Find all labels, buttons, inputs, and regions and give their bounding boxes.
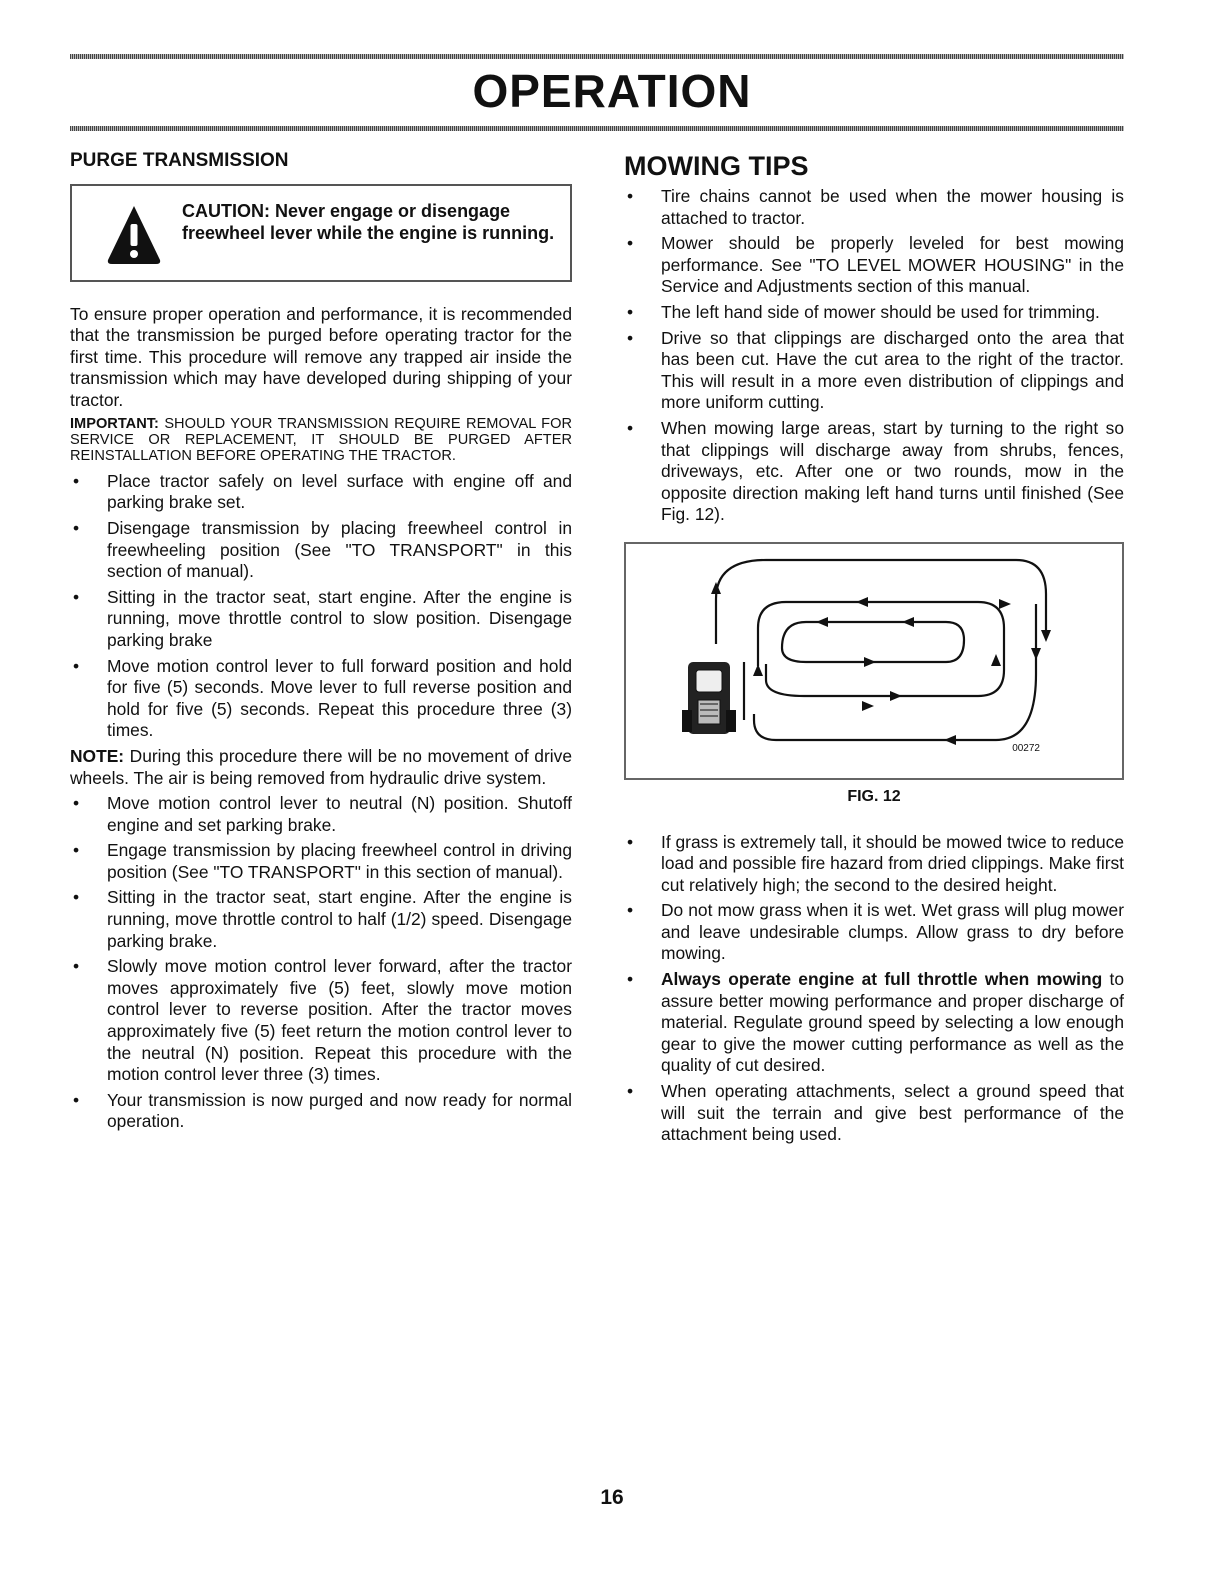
list-item: • Tire chains cannot be used when the mower housing is attached to tractor.	[624, 186, 1124, 229]
figure-code: 00272	[1012, 743, 1040, 755]
note-text: During this procedure there will be no movement of drive wheels. The air is being removed from hydraulic drive system.	[70, 745, 572, 788]
important-notice	[70, 416, 572, 465]
list-item: • Your transmission is now purged and now ready for normal operation.	[70, 1090, 572, 1133]
caution-text: CAUTION: Never engage or disengage freewheel lever while the engine is running.	[182, 200, 555, 243]
list-item: • Engage transmission by placing freewheel control in driving position (See "TO TRANSPORT" in this section of manual).	[70, 840, 572, 883]
right-column	[624, 150, 1124, 1150]
list-item: • The left hand side of mower should be used for trimming.	[624, 302, 1124, 324]
caution-box	[70, 184, 572, 282]
list-item: • Slowly move motion control lever forward, after the tractor moves approximately five (5) feet, slowly move motion control lever to reverse position. After the tractor moves approximately five (5) feet return the motion control lever to the neutral (N) position. Repeat this procedure with the motion control lever three (3) times.	[70, 956, 572, 1086]
list-item: • Drive so that clippings are discharged onto the area that has been cut. Have the cut area to the right of the tractor. This will result in a more even distribution of clippings and more uniform cutting.	[624, 328, 1124, 414]
bold-lead-text: Always operate engine at full throttle when mowing	[661, 969, 1103, 990]
figure-caption: FIG. 12	[847, 787, 901, 805]
list-item: • Move motion control lever to neutral (N) position. Shutoff engine and set parking brake.	[70, 793, 572, 836]
list-item: • Disengage transmission by placing freewheel control in freewheeling position (See "TO TRANSPORT" in this section of manual).	[70, 518, 572, 583]
list-item: • When operating attachments, select a ground speed that will suit the terrain and give best performance of the attachment being used.	[624, 1081, 1124, 1146]
list-item: • Mower should be properly leveled for best mowing performance. See "TO LEVEL MOWER HOUSING" in the Service and Adjustments section of this manual.	[624, 233, 1124, 298]
section-heading-purge: PURGE TRANSMISSION	[70, 150, 289, 171]
list-item: • When mowing large areas, start by turning to the right so that clippings will discharge away from shrubs, fences, driveways, etc. After one or two rounds, mow in the opposite direction making left hand turns until finished (See Fig. 12).	[624, 418, 1124, 526]
warning-icon	[106, 204, 162, 266]
mowing-pattern-diagram	[626, 544, 1122, 774]
tractor-icon	[682, 662, 736, 734]
top-rule	[70, 54, 1124, 59]
list-item	[624, 969, 1124, 1077]
tip-rest-text: to assure better mowing performance and proper discharge of material. Regulate ground speed by selecting a low enough gear to give the mower cutting performance as well as the quality of cut desired.	[661, 969, 1125, 1076]
intro-paragraph: To ensure proper operation and performance, it is recommended that the transmission be purged before operating tractor for the first time. This procedure will remove any trapped air inside the transmission which may have developed during shipping of your tractor.	[70, 303, 572, 410]
list-item: • Move motion control lever to full forward position and hold for five (5) seconds. Move lever to full reverse position and hold for five (5) seconds. Repeat this procedure three (3) times.	[70, 656, 572, 742]
mowing-pattern-figure	[624, 542, 1124, 780]
list-item: • Sitting in the tractor seat, start engine. After the engine is running, move throttle control to half (1/2) speed. Disengage parking brake.	[70, 887, 572, 952]
left-column	[70, 150, 572, 1137]
list-item: • If grass is extremely tall, it should be mowed twice to reduce load and possible fire hazard from dried clippings. Make first cut relatively high; the second to the desired height.	[624, 832, 1124, 897]
list-item: • Do not mow grass when it is wet. Wet grass will plug mower and leave undesirable clumps. Allow grass to dry before mowing.	[624, 900, 1124, 965]
note-label: NOTE:	[70, 745, 125, 766]
list-item: • Sitting in the tractor seat, start engine. After the engine is running, move throttle control to slow position. Disengage parking brake	[70, 587, 572, 652]
purge-steps-list-b	[70, 793, 572, 1133]
section-heading-mowing-tips: MOWING TIPS	[624, 151, 809, 181]
page-title: OPERATION	[472, 65, 752, 117]
list-item: • Place tractor safely on level surface with engine off and parking brake set.	[70, 471, 572, 514]
title-underline-rule	[70, 126, 1124, 131]
purge-steps-list-a	[70, 471, 572, 742]
mowing-tips-list-a	[624, 186, 1124, 526]
mowing-tips-list-b	[624, 832, 1124, 1146]
important-label: IMPORTANT:	[70, 415, 159, 432]
important-text: SHOULD YOUR TRANSMISSION REQUIRE REMOVAL FOR SERVICE OR REPLACEMENT, IT SHOULD BE PURGED AFTER REINSTALLATION BEFORE OPERATING THE TRACTOR.	[70, 415, 572, 465]
page-number: 16	[600, 1486, 624, 1509]
note-paragraph	[70, 746, 572, 789]
